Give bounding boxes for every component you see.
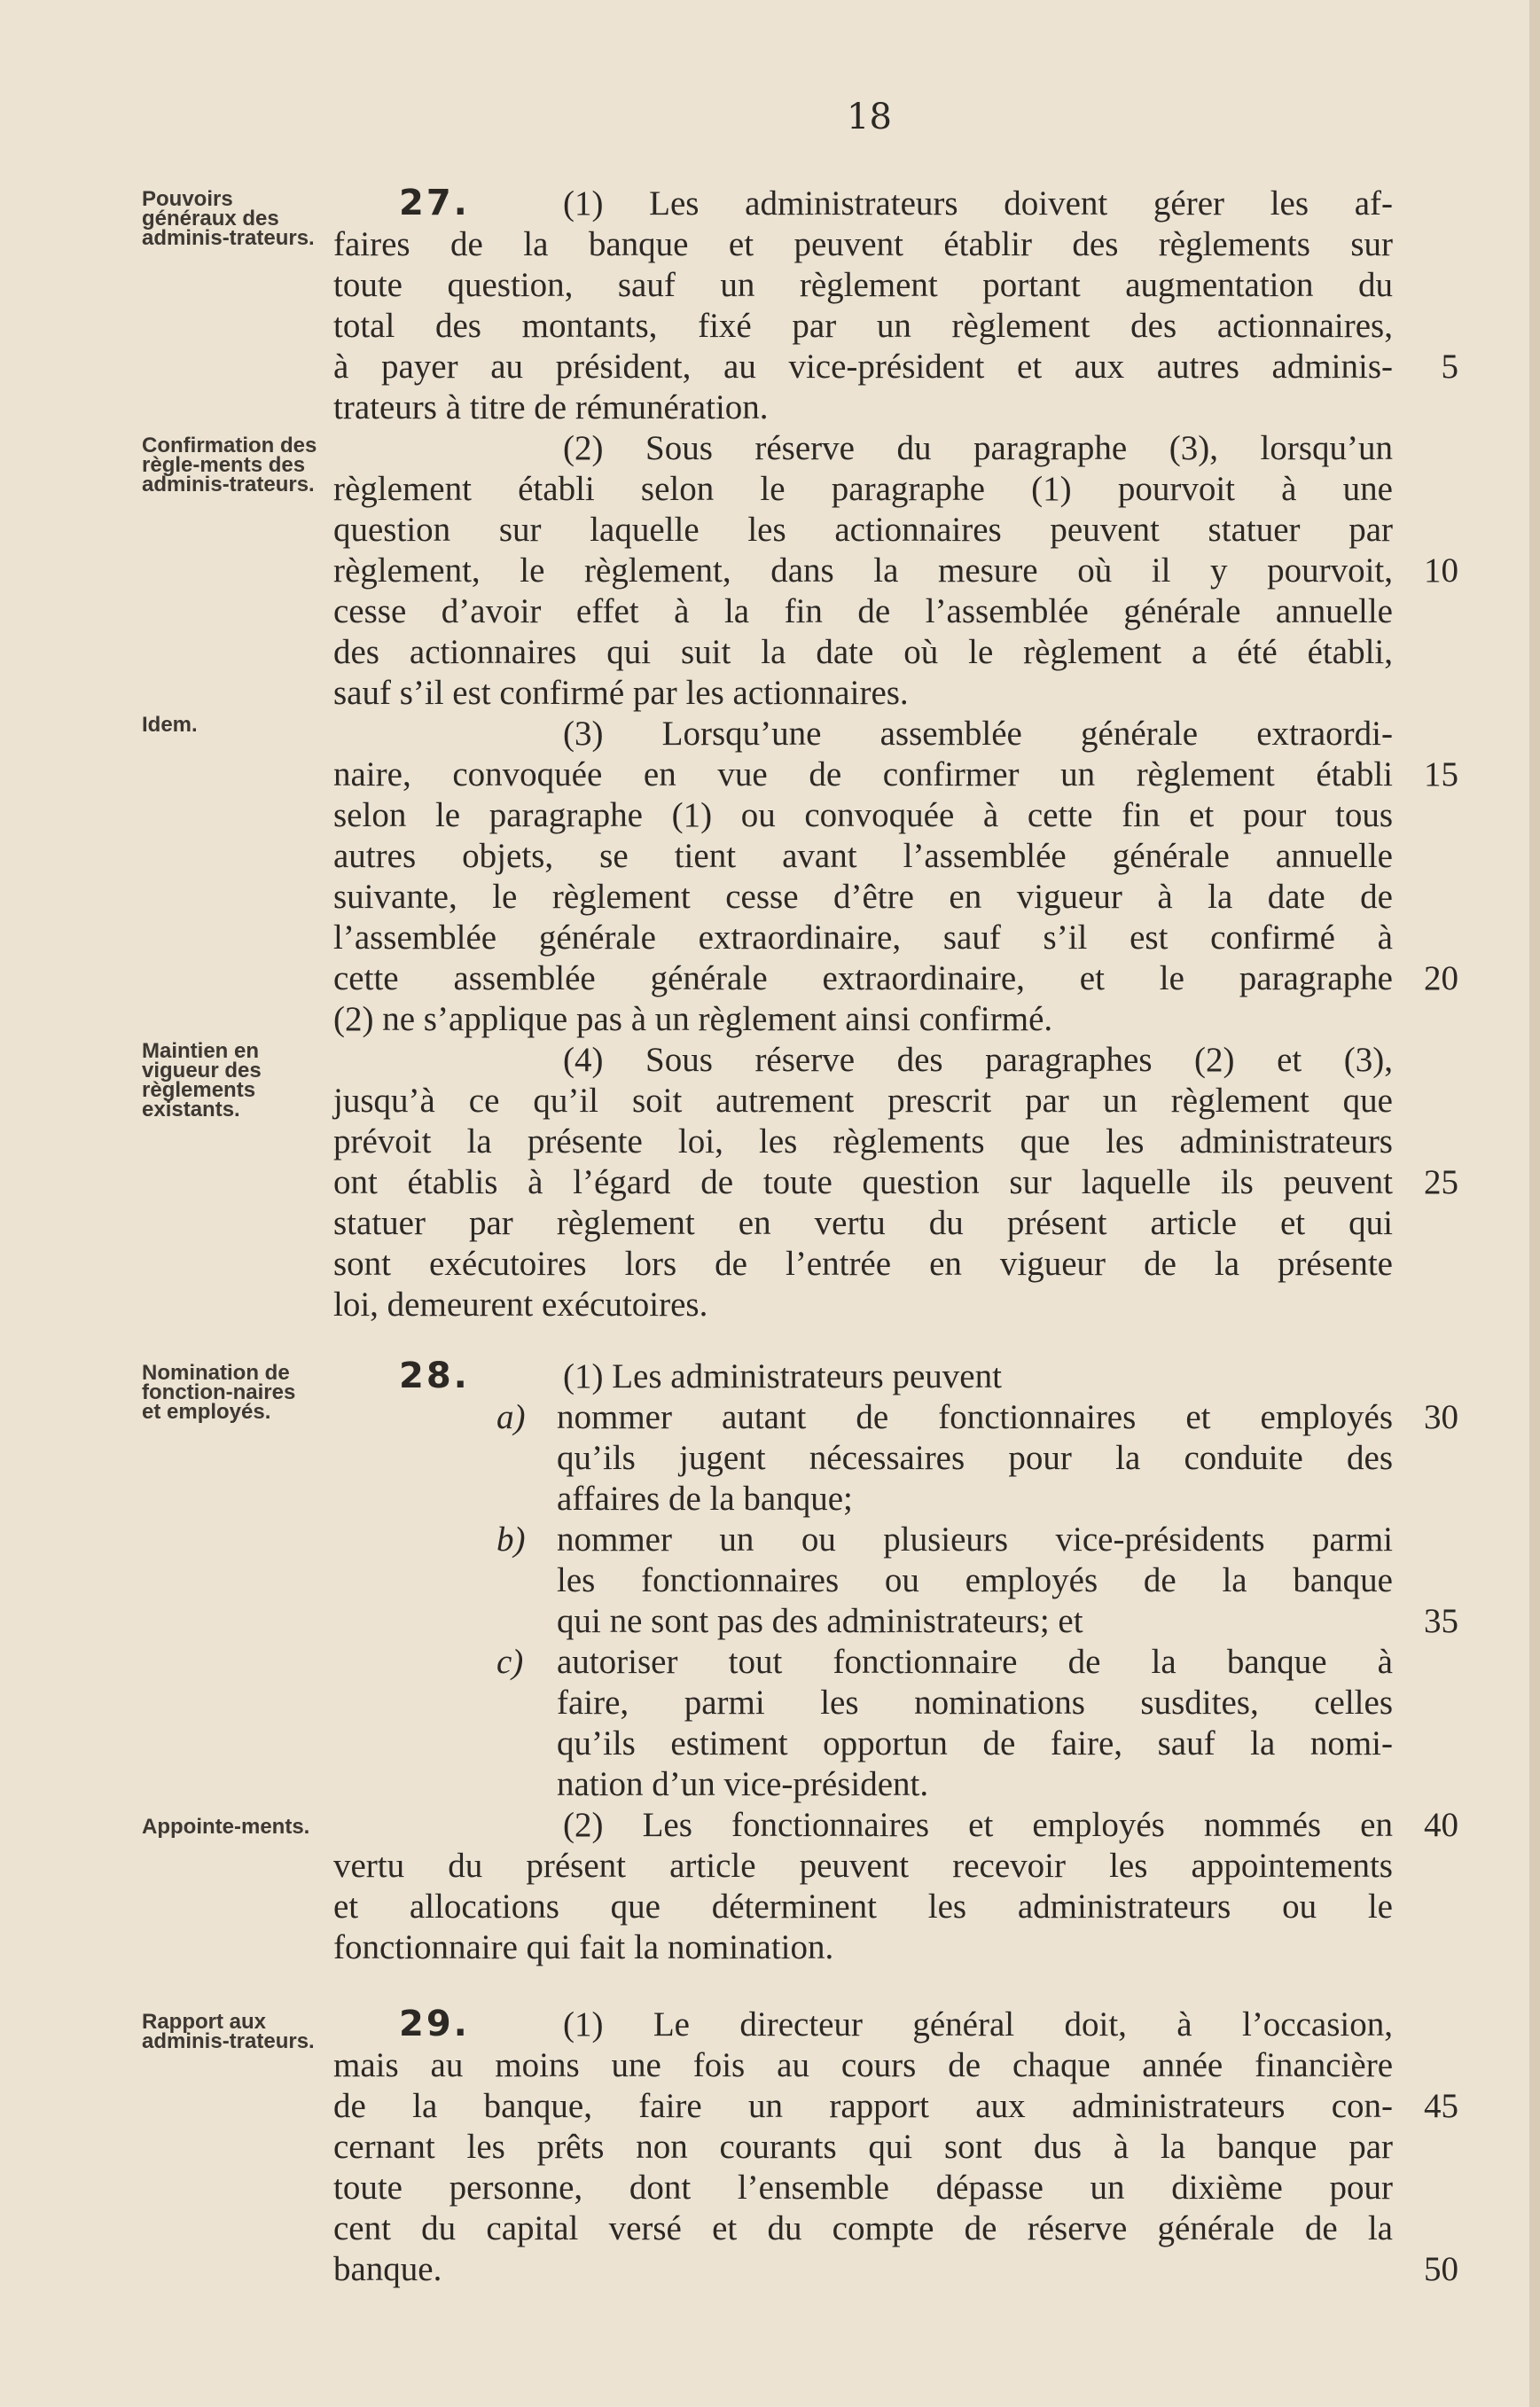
text-line: faire, parmi les nominations susdites, celles xyxy=(557,1684,1393,1722)
margin-note: Idem. xyxy=(142,713,198,737)
section-number: 29. xyxy=(399,2004,470,2044)
item-letter: a) xyxy=(496,1398,526,1436)
text-line: autoriser tout fonctionnaire de la banque à xyxy=(557,1643,1393,1681)
text-line: question sur laquelle les actionnaires peuvent statuer par xyxy=(333,511,1393,549)
text-line: (1) Les administrateurs doivent gérer les af- xyxy=(563,184,1393,223)
text-line: des actionnaires qui suit la date où le règlement a été établi, xyxy=(333,633,1393,671)
text-line: prévoit la présente loi, les règlements que les administrateurs xyxy=(333,1122,1393,1161)
item-letter: b) xyxy=(496,1520,526,1559)
text-line: (2) Les fonctionnaires et employés nommés en xyxy=(563,1806,1393,1844)
line-number: 25 xyxy=(1424,1163,1458,1201)
text-line: sont exécutoires lors de l’entrée en vigueur de la présente xyxy=(333,1245,1393,1283)
section-number: 28. xyxy=(399,1356,470,1396)
item-letter: c) xyxy=(496,1643,524,1681)
text-line: cent du capital versé et du compte de réserve générale de la xyxy=(333,2209,1393,2247)
text-line: naire, convoquée en vue de confirmer un règlement établi xyxy=(333,755,1393,793)
text-line: les fonctionnaires ou employés de la banque xyxy=(557,1561,1393,1599)
text-line: statuer par règlement en vertu du présent article et qui xyxy=(333,1204,1393,1242)
margin-note: Maintien en vigueur des règlements existants. xyxy=(142,1039,262,1121)
margin-note: Rapport aux adminis-trateurs. xyxy=(142,2010,315,2053)
section-number: 27. xyxy=(399,183,470,223)
text-line: banque. xyxy=(333,2250,442,2288)
text-line: (4) Sous réserve des paragraphes (2) et (3), xyxy=(563,1041,1393,1079)
text-line: sauf s’il est confirmé par les actionnaires. xyxy=(333,674,909,712)
text-line: cesse d’avoir effet à la fin de l’assemblée générale annuelle xyxy=(333,592,1393,630)
text-line: nation d’un vice-président. xyxy=(557,1765,929,1803)
text-line: de la banque, faire un rapport aux administrateurs con- xyxy=(333,2087,1393,2125)
line-number: 45 xyxy=(1424,2087,1458,2125)
text-line: à payer au président, au vice-président et aux autres adminis- xyxy=(333,348,1393,386)
text-line: autres objets, se tient avant l’assemblée générale annuelle xyxy=(333,837,1393,875)
text-line: cernant les prêts non courants qui sont dus à la banque par xyxy=(333,2128,1393,2166)
text-line: jusqu’à ce qu’il soit autrement prescrit par un règlement que xyxy=(333,1082,1393,1120)
text-line: qu’ils estiment opportun de faire, sauf la nomi- xyxy=(557,1724,1393,1762)
text-line: trateurs à titre de rémunération. xyxy=(333,388,769,426)
text-line: faires de la banque et peuvent établir des règlements sur xyxy=(333,225,1393,263)
line-number: 20 xyxy=(1424,959,1458,997)
text-line: qu’ils jugent nécessaires pour la conduite des xyxy=(557,1439,1393,1477)
line-number: 10 xyxy=(1424,551,1458,590)
margin-note: Pouvoirs généraux des adminis-trateurs. xyxy=(142,187,315,250)
text-line: loi, demeurent exécutoires. xyxy=(333,1286,708,1324)
text-line: nommer autant de fonctionnaires et employés xyxy=(557,1398,1393,1436)
text-line: vertu du présent article peuvent recevoir les appointements xyxy=(333,1847,1393,1885)
text-line: toute question, sauf un règlement portant augmentation du xyxy=(333,266,1393,304)
text-line: ont établis à l’égard de toute question sur laquelle ils peuvent xyxy=(333,1163,1393,1201)
text-line: total des montants, fixé par un règlement des actionnaires, xyxy=(333,307,1393,345)
text-line: qui ne sont pas des administrateurs; et xyxy=(557,1602,1083,1640)
text-line: cette assemblée générale extraordinaire, et le paragraphe xyxy=(333,959,1393,997)
text-line: règlement établi selon le paragraphe (1) pourvoit à une xyxy=(333,470,1393,508)
text-line: nommer un ou plusieurs vice-présidents parmi xyxy=(557,1520,1393,1559)
text-line: (2) Sous réserve du paragraphe (3), lorsqu’un xyxy=(563,429,1393,467)
line-number: 40 xyxy=(1424,1806,1458,1844)
line-number: 35 xyxy=(1424,1602,1458,1640)
text-line: toute personne, dont l’ensemble dépasse un dixième pour xyxy=(333,2169,1393,2207)
page-edge xyxy=(1529,0,1540,2407)
text-line: mais au moins une fois au cours de chaque année financière xyxy=(333,2046,1393,2084)
text-line: affaires de la banque; xyxy=(557,1480,853,1518)
line-number: 50 xyxy=(1424,2250,1458,2288)
text-line: (1) Les administrateurs peuvent xyxy=(563,1357,1002,1395)
line-number: 5 xyxy=(1441,348,1458,386)
text-line: et allocations que déterminent les administrateurs ou le xyxy=(333,1887,1393,1926)
text-line: (1) Le directeur général doit, à l’occasion, xyxy=(563,2005,1393,2044)
text-line: (2) ne s’applique pas à un règlement ainsi confirmé. xyxy=(333,1000,1053,1038)
page-number: 18 xyxy=(847,97,892,137)
text-line: suivante, le règlement cesse d’être en vigueur à la date de xyxy=(333,878,1393,916)
line-number: 30 xyxy=(1424,1398,1458,1436)
margin-note: Nomination de fonction-naires et employés. xyxy=(142,1361,296,1424)
text-line: fonctionnaire qui fait la nomination. xyxy=(333,1928,834,1966)
text-line: règlement, le règlement, dans la mesure où il y pourvoit, xyxy=(333,551,1393,590)
text-line: (3) Lorsqu’une assemblée générale extraordi- xyxy=(563,715,1393,753)
line-number: 15 xyxy=(1424,755,1458,793)
text-line: selon le paragraphe (1) ou convoquée à cette fin et pour tous xyxy=(333,796,1393,834)
margin-note: Appointe-ments. xyxy=(142,1815,310,1839)
margin-note: Confirmation des règle-ments des adminis-trateurs. xyxy=(142,434,317,496)
text-line: l’assemblée générale extraordinaire, sauf s’il est confirmé à xyxy=(333,918,1393,957)
